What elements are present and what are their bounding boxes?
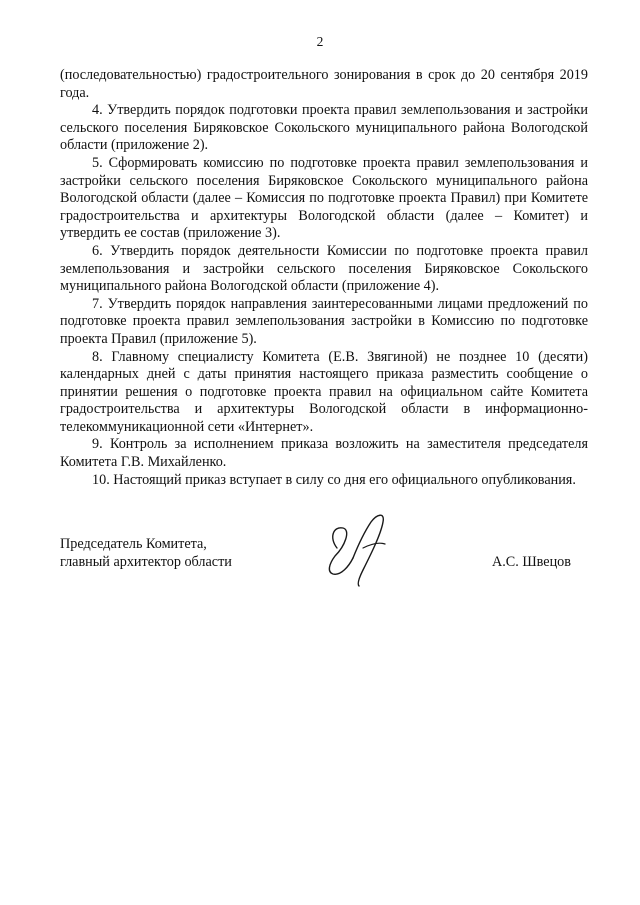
signer-position-line-1: Председатель Комитета, [60,536,207,552]
signer-position [60,536,232,571]
paragraph-item-8: 8. Главному специалисту Комитета (Е.В. Звягиной) не позднее 10 (десяти) календарных дней с даты принятия настоящего приказа разместить сообщение о принятии решения о подготовке проекта правил на официальном сайте Комитета градостроительства и архитектуры Вологодской области в информационно-телекоммуникационной сети «Интернет». [60,348,588,435]
signature-stroke-2 [353,515,383,586]
page-number: 2 [316,34,324,49]
signature-stroke-1 [329,528,353,574]
signer-position-line-2: главный архитектор области [60,553,232,570]
paragraph-item-7: 7. Утвердить порядок направления заинтересованными лицами предложений по подготовке проекта правил землепользования застройки в Комиссию по подготовке проекта Правил (приложение 5). [60,295,588,347]
paragraph-item-6: 6. Утвердить порядок деятельности Комиссии по подготовке проекта правил землепользования и застройки сельского поселения Биряковское Сокольского муниципального района Вологодской области (приложение 4). [60,242,588,295]
paragraph-item-10: 10. Настоящий приказ вступает в силу со дня его официального опубликования. [92,471,576,488]
paragraph-item-9: 9. Контроль за исполнением приказа возложить на заместителя председателя Комитета Г.В. Михайленко. [60,436,588,471]
paragraph-item-4: 4. Утвердить порядок подготовки проекта правил землепользования и застройки сельского поселения Биряковское Сокольского муниципального района Вологодской области (приложение 2). [60,102,588,154]
paragraph-continuation: (последовательностью) градостроительного зонирования в срок до 20 сентября 2019 года. [60,67,588,101]
document-body [60,67,588,489]
paragraph-item-5: 5. Сформировать комиссию по подготовке проекта правил землепользования и застройки сельского поселения Биряковское Сокольского муниципального района Вологодской области (далее – Комиссия по подготовке проекта Правил) при Комитете градостроительства и архитектуры Вологодской области (далее – Комитет) и утвердить ее состав (приложение 3). [60,154,588,242]
handwritten-signature [323,508,403,588]
signer-name: А.С. Швецов [492,554,571,570]
